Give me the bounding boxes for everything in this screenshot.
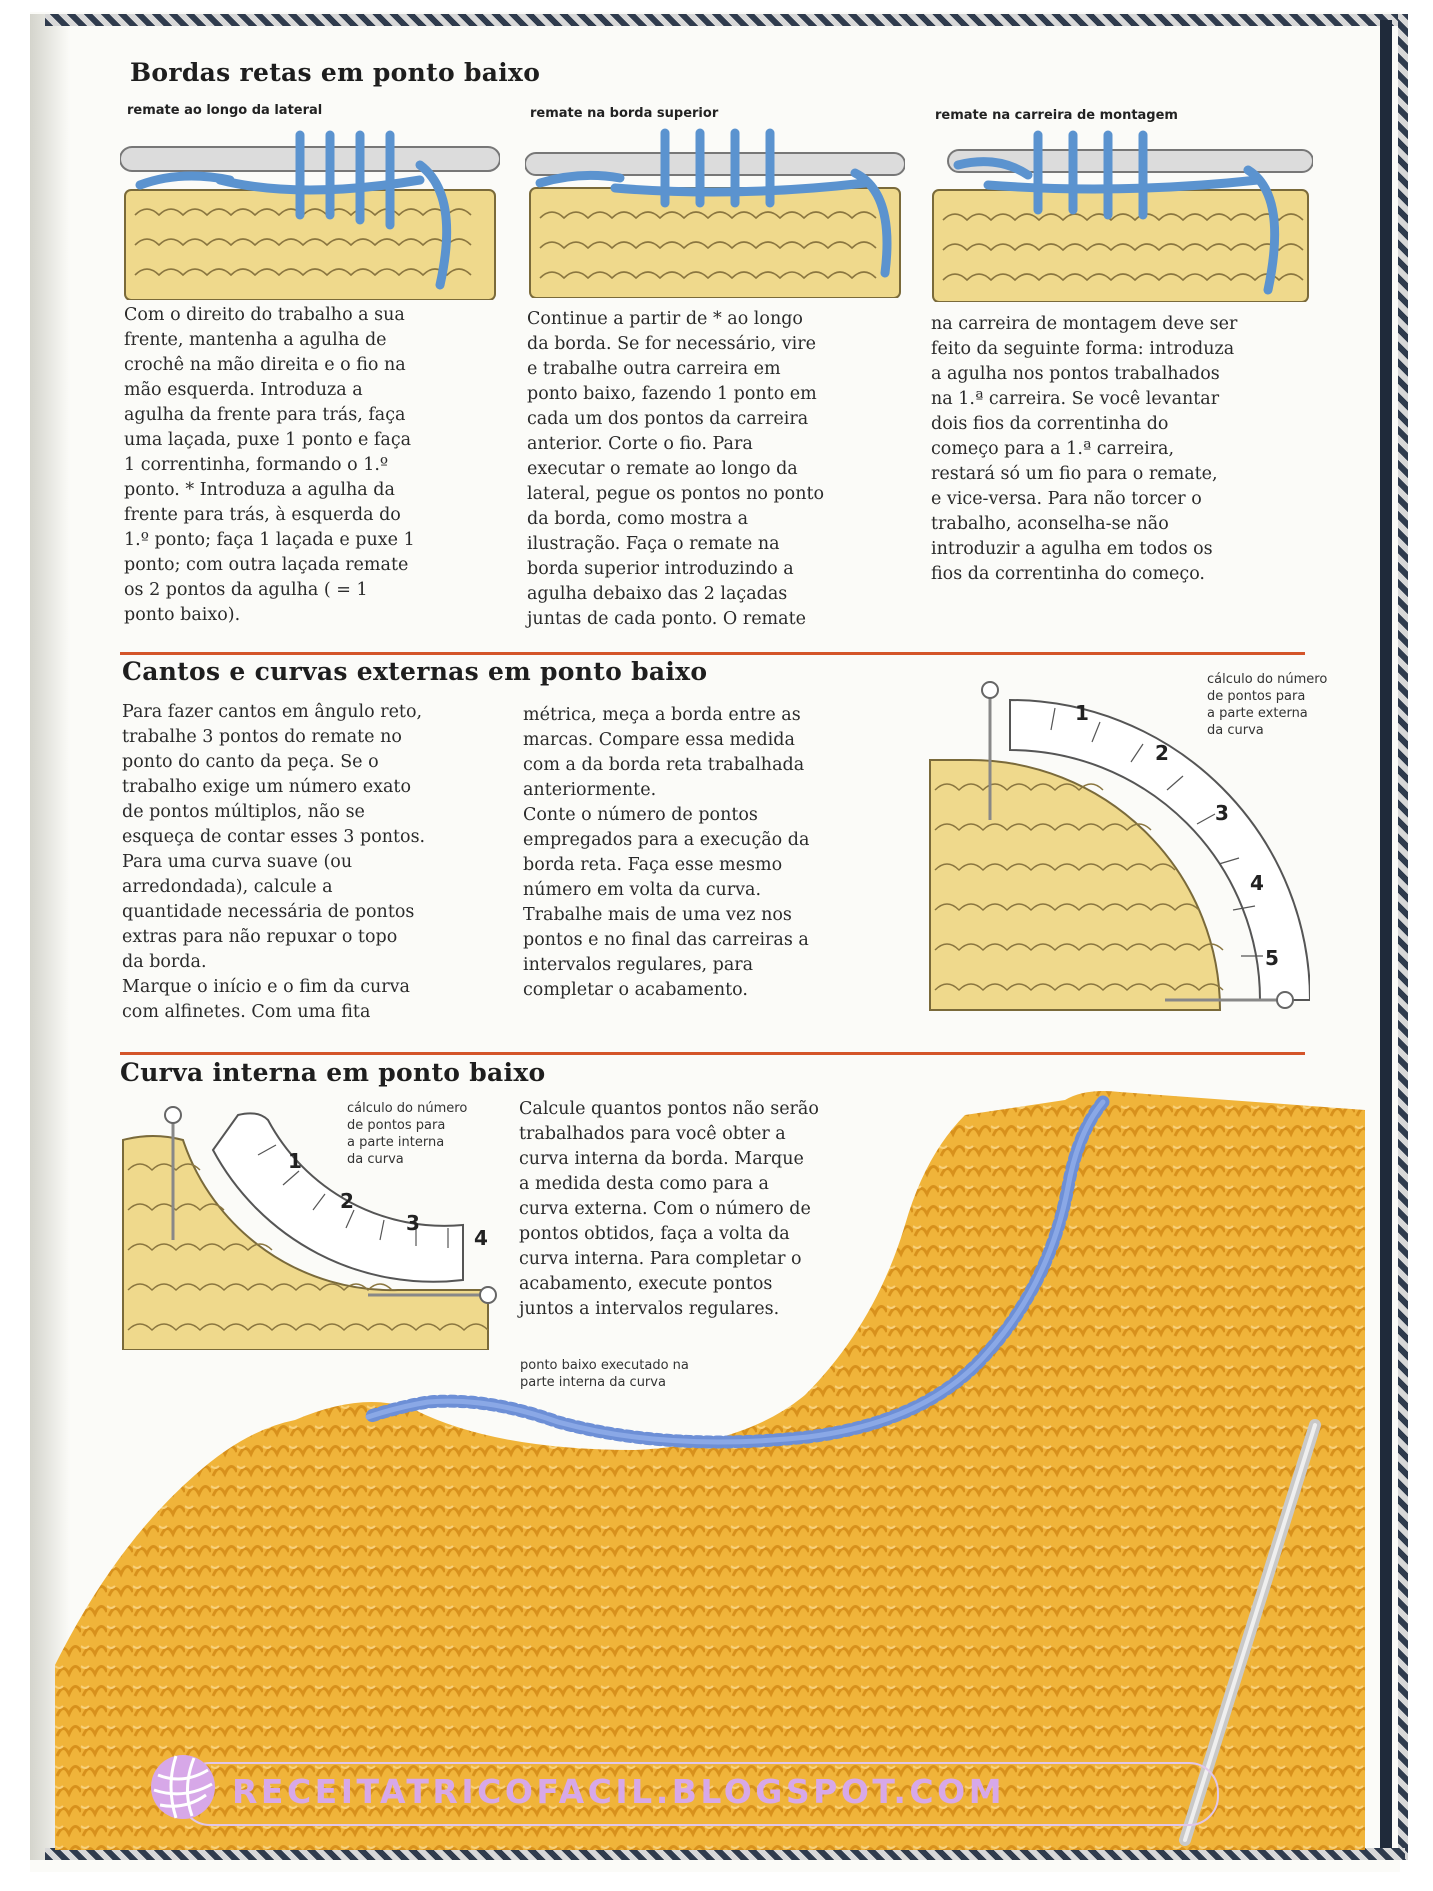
text-line: executar o remate ao longo da [527, 459, 798, 479]
text-line: arredondada), calcule a [122, 877, 333, 897]
text-line: borda reta. Faça esse mesmo [523, 855, 783, 875]
caption-lateral: remate ao longo da lateral [127, 103, 323, 118]
crochet-sample-photo [55, 1080, 1385, 1850]
caption-line: cálculo do número [1207, 672, 1328, 687]
text-line: Para uma curva suave (ou [122, 852, 353, 872]
text-line: da borda. Se for necessário, vire [527, 334, 816, 354]
text-line: introduzir a agulha em todos os [931, 539, 1213, 559]
caption-line: ponto baixo executado na [520, 1358, 689, 1373]
ruler-number: 4 [1250, 871, 1264, 895]
caption-borda-superior: remate na borda superior [530, 106, 719, 121]
text-line: agulha da frente para trás, faça [124, 405, 406, 425]
caption-line: de pontos para [347, 1118, 446, 1133]
text-line: curva externa. Com o número de [519, 1199, 811, 1219]
text-line: completar o acabamento. [523, 980, 748, 1000]
text-line: juntas de cada ponto. O remate [527, 609, 806, 629]
caption-line: de pontos para [1207, 689, 1306, 704]
illustration-remate-lateral [120, 125, 500, 300]
text-line: quantidade necessária de pontos [122, 902, 415, 922]
ruler-number: 2 [340, 1189, 354, 1213]
text-line: com a da borda reta trabalhada [523, 755, 805, 775]
ruler-number: 3 [406, 1211, 420, 1235]
section1-col2 [527, 307, 917, 632]
text-line: Trabalhe mais de uma vez nos [523, 905, 792, 925]
text-line: Conte o número de pontos [523, 805, 758, 825]
text-line: Com o direito do trabalho a sua [124, 305, 405, 325]
text-line: métrica, meça a borda entre as [523, 705, 801, 725]
illustration-remate-montagem [928, 130, 1313, 302]
illustration-curva-externa [925, 680, 1310, 1015]
text-line: mão esquerda. Introduza a [124, 380, 363, 400]
ruler-number: 2 [1155, 741, 1169, 765]
caption-carreira-montagem: remate na carreira de montagem [935, 108, 1178, 123]
text-line: cada um dos pontos da carreira [527, 409, 809, 429]
yarn-ball-icon [146, 1750, 220, 1824]
caption-line: cálculo do número [347, 1101, 468, 1116]
section2-col1 [122, 700, 522, 1025]
text-line: ponto. * Introduza a agulha da [124, 480, 395, 500]
binding-right [1398, 14, 1408, 1860]
text-line: crochê na mão direita e o fio na [124, 355, 406, 375]
binding-top [45, 14, 1405, 26]
text-line: borda superior introduzindo a [527, 559, 794, 579]
text-line: lateral, pegue os pontos no ponto [527, 484, 825, 504]
text-line: frente para trás, à esquerda do [124, 505, 401, 525]
section2-title: Cantos e curvas externas em ponto baixo [122, 657, 708, 686]
text-line: fios da correntinha do começo. [931, 564, 1205, 584]
text-line: e trabalhe outra carreira em [527, 359, 781, 379]
text-line: trabalhados para você obter a [519, 1124, 786, 1144]
text-line: número em volta da curva. [523, 880, 762, 900]
text-line: com alfinetes. Com uma fita [122, 1002, 371, 1022]
caption-line: da curva [347, 1152, 404, 1167]
text-line: Calcule quantos pontos não serão [519, 1099, 819, 1119]
text-line: pontos obtidos, faça a volta da [519, 1224, 790, 1244]
text-line: ponto do canto da peça. Se o [122, 752, 379, 772]
text-line: dois fios da correntinha do [931, 414, 1169, 434]
text-line: 1.º ponto; faça 1 laçada e puxe 1 [124, 530, 415, 550]
watermark-text: RECEITATRICOFACIL.BLOGSPOT.COM [232, 1772, 1006, 1811]
section-rule [120, 652, 1305, 655]
text-line: trabalhe 3 pontos do remate no [122, 727, 402, 747]
text-line: anteriormente. [523, 780, 657, 800]
text-line: ponto baixo). [124, 605, 241, 625]
text-line: acabamento, execute pontos [519, 1274, 773, 1294]
text-line: uma laçada, puxe 1 ponto e faça [124, 430, 412, 450]
text-line: curva interna da borda. Marque [519, 1149, 804, 1169]
text-line: empregados para a execução da [523, 830, 810, 850]
text-line: restará só um fio para o remate, [931, 464, 1218, 484]
text-line: pontos e no final das carreiras a [523, 930, 809, 950]
text-line: trabalho, aconselha-se não [931, 514, 1169, 534]
text-line: frente, mantenha a agulha de [124, 330, 387, 350]
text-line: trabalho exige um número exato [122, 777, 411, 797]
caption-line: a parte interna [347, 1135, 445, 1150]
text-line: agulha debaixo das 2 laçadas [527, 584, 788, 604]
ruler-number: 3 [1215, 801, 1229, 825]
ruler-number: 1 [288, 1149, 302, 1173]
text-line: Continue a partir de * ao longo [527, 309, 803, 329]
section3-title: Curva interna em ponto baixo [120, 1058, 546, 1087]
section2-col2 [523, 703, 913, 1003]
text-line: a medida desta como para a [519, 1174, 769, 1194]
section1-col3 [931, 312, 1341, 587]
illustration-remate-superior [525, 128, 905, 298]
text-line: ponto; com outra laçada remate [124, 555, 409, 575]
ruler-number: 5 [1265, 946, 1279, 970]
text-line: esqueça de contar esses 3 pontos. [122, 827, 426, 847]
text-line: feito da seguinte forma: introduza [931, 339, 1235, 359]
text-line: da borda. [122, 952, 207, 972]
caption-line: parte interna da curva [520, 1375, 666, 1390]
text-line: curva interna. Para completar o [519, 1249, 802, 1269]
ruler-number: 4 [474, 1226, 488, 1250]
text-line: intervalos regulares, para [523, 955, 754, 975]
text-line: começo para a 1.ª carreira, [931, 439, 1175, 459]
text-line: Marque o início e o fim da curva [122, 977, 410, 997]
text-line: os 2 pontos da agulha ( = 1 [124, 580, 368, 600]
ruler-number: 1 [1075, 701, 1089, 725]
text-line: 1 correntinha, formando o 1.º [124, 455, 389, 475]
text-line: marcas. Compare essa medida [523, 730, 795, 750]
section-rule [120, 1052, 1305, 1055]
text-line: de pontos múltiplos, não se [122, 802, 365, 822]
text-line: a agulha nos pontos trabalhados [931, 364, 1220, 384]
text-line: anterior. Corte o fio. Para [527, 434, 753, 454]
section1-col1 [124, 303, 514, 628]
section1-title: Bordas retas em ponto baixo [130, 58, 541, 87]
caption-line: a parte externa [1207, 706, 1308, 721]
caption-line: da curva [1207, 723, 1264, 738]
text-line: da borda, como mostra a [527, 509, 749, 529]
text-line: ponto baixo, fazendo 1 ponto em [527, 384, 817, 404]
text-line: e vice-versa. Para não torcer o [931, 489, 1202, 509]
text-line: juntos a intervalos regulares. [519, 1299, 780, 1319]
text-line: na 1.ª carreira. Se você levantar [931, 389, 1220, 409]
text-line: na carreira de montagem deve ser [931, 314, 1238, 334]
text-line: ilustração. Faça o remate na [527, 534, 780, 554]
text-line: Para fazer cantos em ângulo reto, [122, 702, 423, 722]
text-line: extras para não repuxar o topo [122, 927, 398, 947]
